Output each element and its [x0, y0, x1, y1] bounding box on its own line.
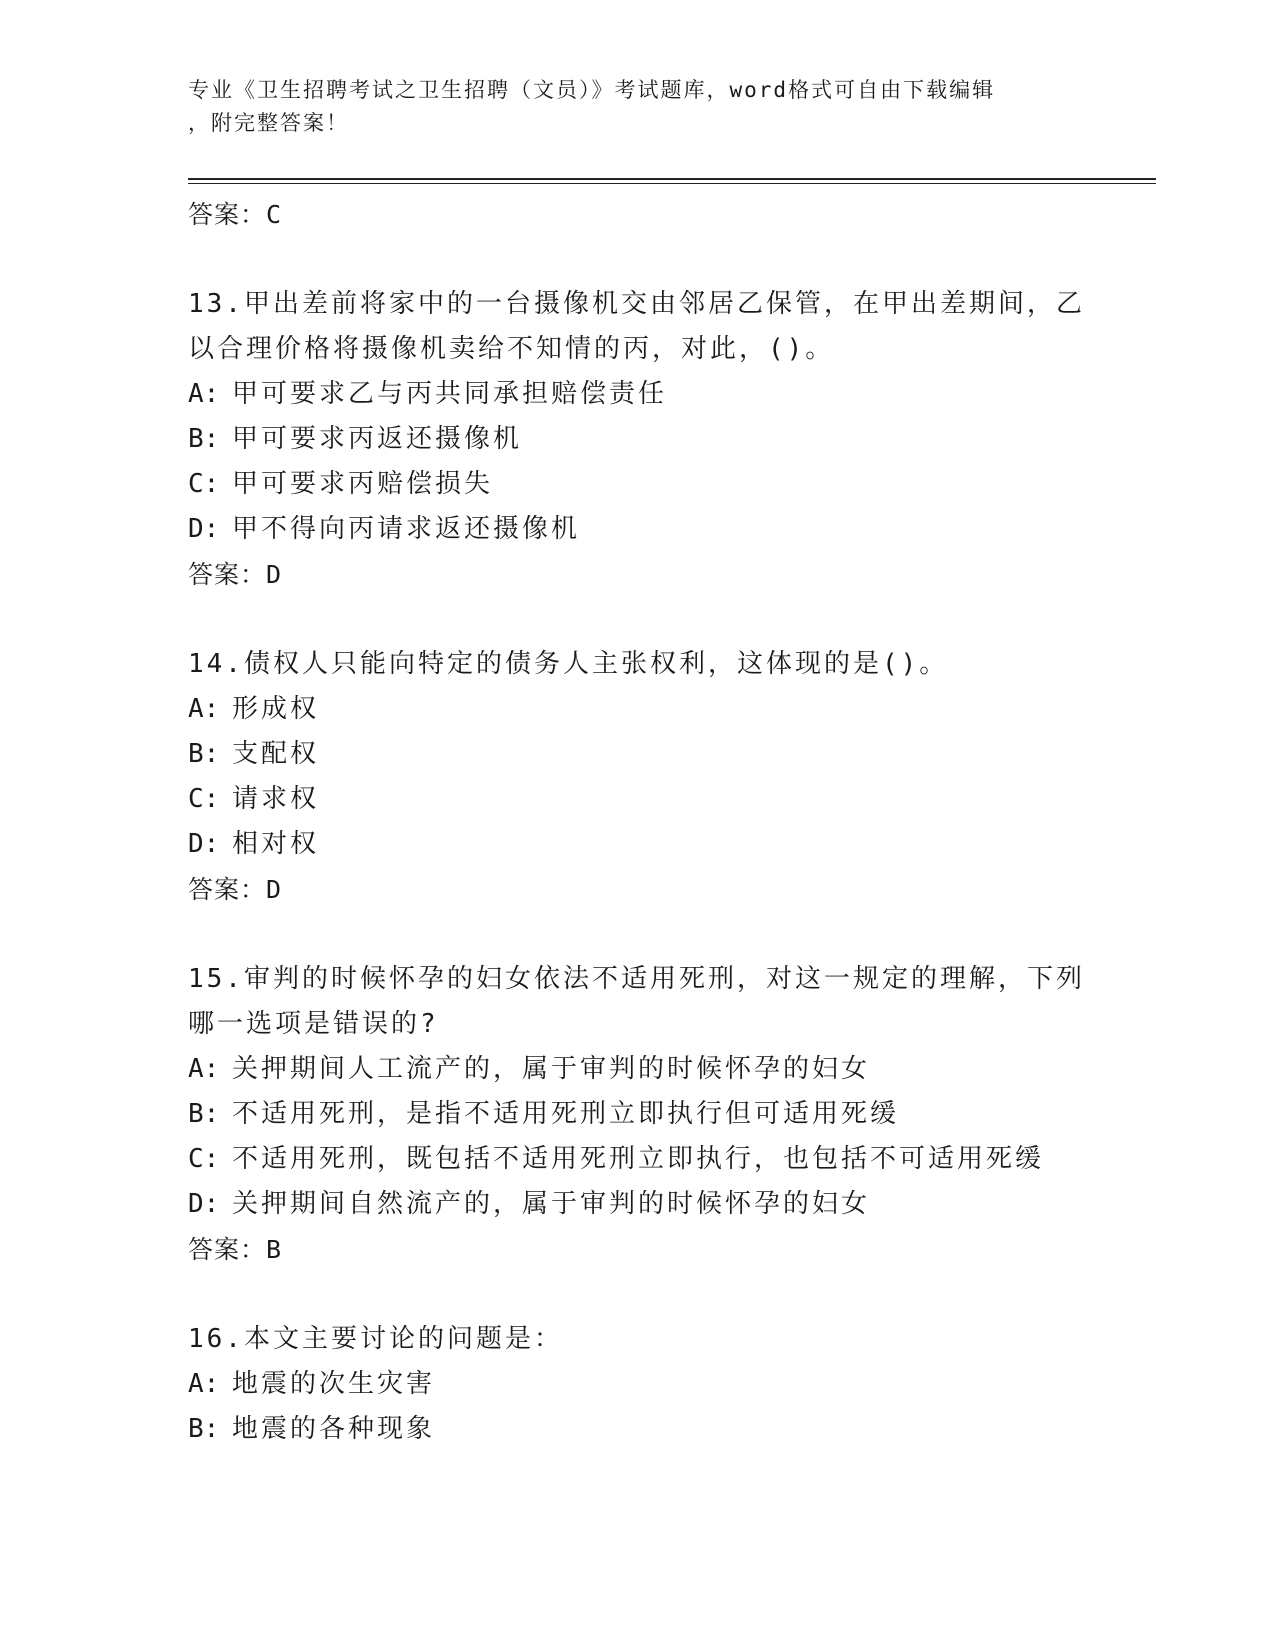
option-letter: C: [188, 784, 220, 814]
answer-label: 答案： [188, 560, 267, 589]
answer-value: B [266, 1235, 283, 1264]
option-text: 甲可要求丙返还摄像机 [232, 424, 523, 454]
answer-line [188, 552, 1088, 597]
question-13 [188, 282, 1088, 597]
option-b [188, 1407, 1088, 1452]
answer-label: 答案： [188, 200, 267, 229]
question-text: 以合理价格将摄像机卖给不知情的丙，对此，()。 [188, 334, 835, 364]
page-header [188, 74, 1088, 140]
option-letter: B: [188, 739, 220, 769]
option-b [188, 1092, 1088, 1137]
option-d [188, 1182, 1088, 1227]
option-a [188, 687, 1088, 732]
option-text: 形成权 [232, 694, 320, 724]
option-letter: A: [188, 1054, 220, 1084]
answer-value: D [266, 875, 283, 904]
option-c [188, 777, 1088, 822]
option-a [188, 1362, 1088, 1407]
answer-line [188, 192, 1088, 237]
header-line: ，附完整答案！ [188, 111, 349, 135]
question-number: 13. [188, 289, 244, 319]
option-letter: D: [188, 829, 220, 859]
option-text: 支配权 [232, 739, 320, 769]
option-text: 甲可要求乙与丙共同承担赔偿责任 [232, 379, 668, 409]
option-letter: D: [188, 1189, 220, 1219]
option-letter: B: [188, 1414, 220, 1444]
option-a [188, 372, 1088, 417]
header-line: 专业《卫生招聘考试之卫生招聘（文员）》考试题库，word格式可自由下载编辑 [188, 78, 996, 102]
question-text: 哪一选项是错误的? [188, 1009, 439, 1039]
option-letter: A: [188, 1369, 220, 1399]
option-text: 地震的次生灾害 [232, 1369, 436, 1399]
option-letter: C: [188, 1144, 220, 1174]
option-b [188, 732, 1088, 777]
question-text: 13.甲出差前将家中的一台摄像机交由邻居乙保管，在甲出差期间，乙 [188, 289, 1085, 319]
answer-label: 答案： [188, 875, 267, 904]
option-text: 地震的各种现象 [232, 1414, 436, 1444]
option-text: 甲不得向丙请求返还摄像机 [232, 514, 581, 544]
option-text: 甲可要求丙赔偿损失 [232, 469, 494, 499]
answer-line [188, 867, 1088, 912]
option-letter: A: [188, 694, 220, 724]
question-15 [188, 957, 1088, 1272]
option-d [188, 822, 1088, 867]
question-16 [188, 1317, 1088, 1452]
question-number: 15. [188, 964, 244, 994]
question-list [188, 192, 1088, 1452]
question-text: 16.本文主要讨论的问题是： [188, 1324, 563, 1354]
option-letter: C: [188, 469, 220, 499]
option-text: 请求权 [232, 784, 320, 814]
header-divider [188, 178, 1156, 180]
option-text: 关押期间自然流产的，属于审判的时候怀孕的妇女 [232, 1189, 871, 1219]
question-number: 16. [188, 1324, 244, 1354]
option-text: 不适用死刑，是指不适用死刑立即执行但可适用死缓 [232, 1099, 900, 1129]
answer-value: D [266, 560, 283, 589]
option-c [188, 1137, 1088, 1182]
question-14 [188, 642, 1088, 912]
header-divider [188, 183, 1156, 184]
option-letter: D: [188, 514, 220, 544]
answer-value: C [266, 200, 283, 229]
answer-line [188, 1227, 1088, 1272]
option-d [188, 507, 1088, 552]
option-letter: A: [188, 379, 220, 409]
question-text: 14.债权人只能向特定的债务人主张权利，这体现的是()。 [188, 649, 949, 679]
option-letter: B: [188, 424, 220, 454]
question-text: 15.审判的时候怀孕的妇女依法不适用死刑，对这一规定的理解，下列 [188, 964, 1085, 994]
option-text: 相对权 [232, 829, 320, 859]
option-b [188, 417, 1088, 462]
option-text: 不适用死刑，既包括不适用死刑立即执行，也包括不可适用死缓 [232, 1144, 1045, 1174]
option-c [188, 462, 1088, 507]
option-text: 关押期间人工流产的，属于审判的时候怀孕的妇女 [232, 1054, 871, 1084]
option-letter: B: [188, 1099, 220, 1129]
answer-label: 答案： [188, 1235, 267, 1264]
option-a [188, 1047, 1088, 1092]
question-number: 14. [188, 649, 244, 679]
